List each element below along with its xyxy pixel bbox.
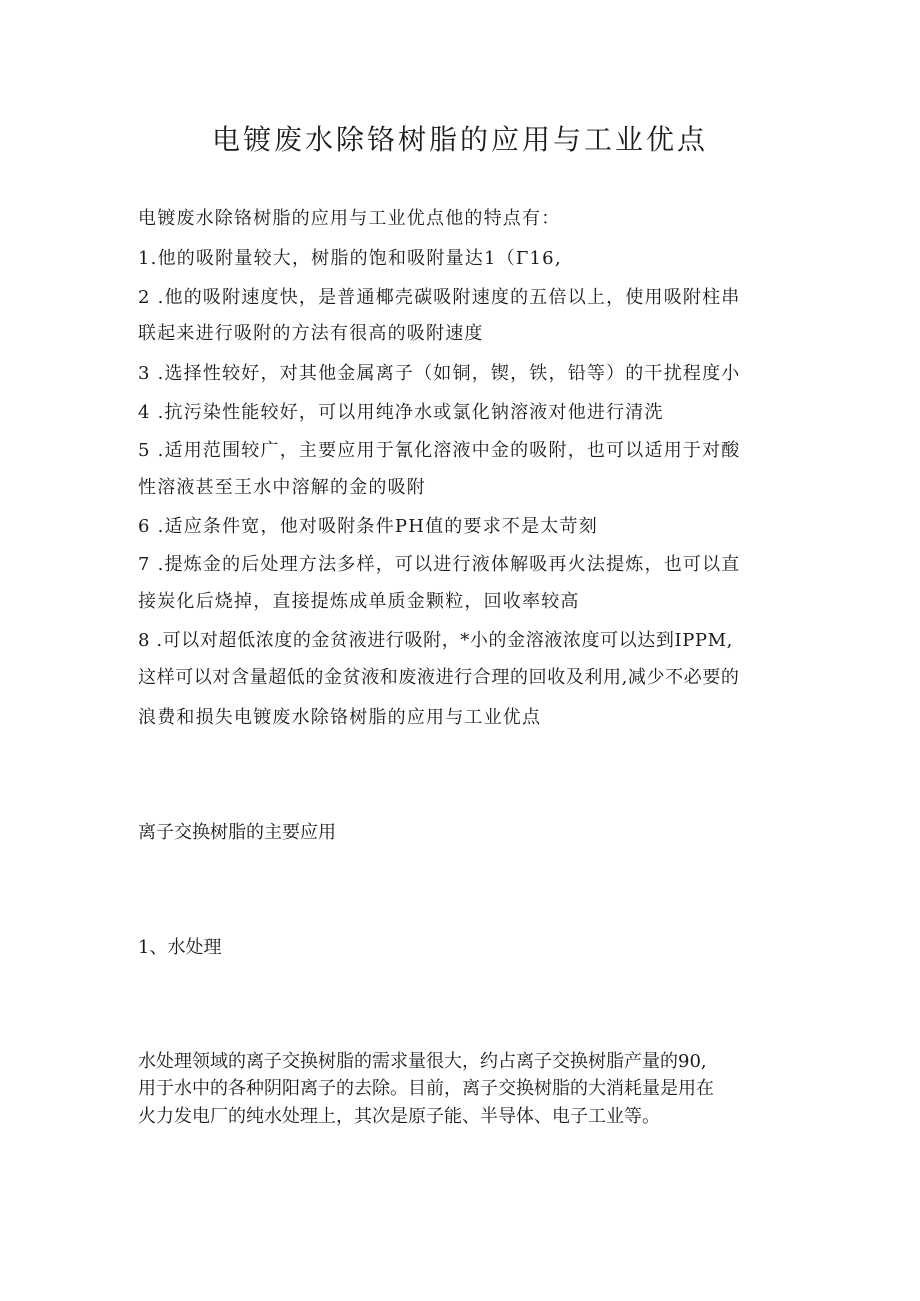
feature-5-line-1: 5 .适用范围较广，主要应用于氰化溶液中金的吸附，也可以适用于对酸 <box>138 440 741 461</box>
feature-1-line: 1.他的吸附量较大，树脂的饱和吸附量达1（Γ16, <box>138 248 562 269</box>
water-paragraph-line-3: 火力发电厂的纯水处理上，其次是原子能、半导体、电子工业等。 <box>138 1106 660 1127</box>
water-paragraph-line-1: 水处理领域的离子交换树脂的需求量很大，约占离子交换树脂产量的90, <box>138 1051 707 1072</box>
feature-7-line-2: 接炭化后烧掉，直接提炼成单质金颗粒，回收率较高 <box>138 591 580 612</box>
feature-2-line-1: 2 .他的吸附速度快，是普通椰壳碳吸附速度的五倍以上，使用吸附柱串 <box>138 287 741 308</box>
document-title: 电镀废水除铬树脂的应用与工业优点 <box>211 123 708 156</box>
feature-8-line-3: 浪费和损失电镀废水除铬树脂的应用与工业优点 <box>138 707 542 728</box>
intro-line: 电镀废水除铬树脂的应用与工业优点他的特点有： <box>138 208 561 229</box>
water-paragraph-line-2: 用于水中的各种阴阳离子的去除。目前，离子交换树脂的大消耗量是用在 <box>138 1078 714 1099</box>
feature-2-line-2: 联起来进行吸附的方法有很高的吸附速度 <box>138 323 484 344</box>
feature-5-line-2: 性溶液甚至王水中溶解的金的吸附 <box>138 477 426 498</box>
feature-4-line: 4 .抗污染性能较好，可以用纯净水或氯化钠溶液对他进行清洗 <box>138 402 664 423</box>
feature-6-line: 6 .适应条件宽，他对吸附条件PH值的要求不是太苛刻 <box>138 516 598 537</box>
subsection-heading: 1、水处理 <box>138 937 222 958</box>
feature-3-line: 3 .选择性较好，对其他金属离子（如铜，锲，铁，铅等）的干扰程度小 <box>138 363 741 384</box>
feature-8-line-1: 8 .可以对超低浓度的金贫液进行吸附，*小的金溶液浓度可以达到IPPM, <box>138 630 733 651</box>
section-heading: 离子交换树脂的主要应用 <box>138 822 336 843</box>
feature-8-line-2: 这样可以对含量超低的金贫液和废液进行合理的回收及利用,减少不必要的 <box>138 667 740 688</box>
feature-7-line-1: 7 .提炼金的后处理方法多样，可以进行液体解吸再火法提炼，也可以直 <box>138 554 741 575</box>
